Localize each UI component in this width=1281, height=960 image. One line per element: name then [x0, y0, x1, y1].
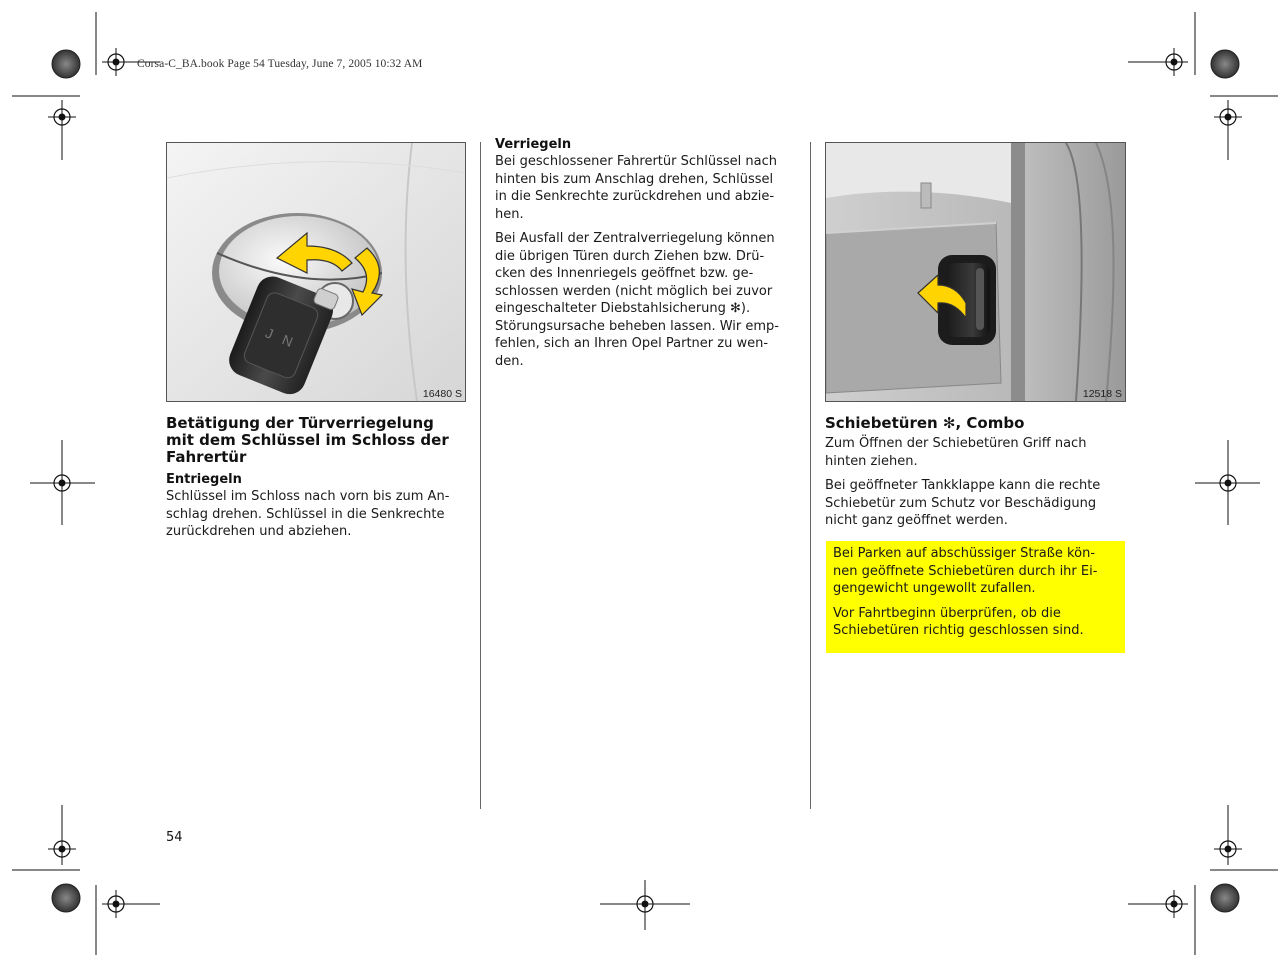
lock-text [495, 153, 800, 223]
unlock-text [166, 488, 476, 541]
text-line: in die Senkrechte zurückdrehen und abzie- [495, 189, 775, 204]
column-divider [480, 142, 481, 809]
heading-line: Betätigung der Türverriegelung [166, 414, 434, 432]
text-line: schlag drehen. Schlüssel in die Senkrechte [166, 506, 445, 522]
text-line: hinten ziehen. [825, 453, 918, 469]
text-line: zurückdrehen und abziehen. [166, 524, 352, 539]
text-line: die übrigen Türen durch Ziehen bzw. Drü- [495, 248, 765, 264]
text-line: nen geöffnete Schiebetüren durch ihr Ei- [833, 563, 1098, 579]
text-line: nicht ganz geöffnet werden. [825, 513, 1008, 528]
page-number: 54 [166, 830, 183, 845]
subheading-unlock: Entriegeln [166, 472, 242, 487]
text-line: eingeschalteter Diebstahlsicherung ✻). [495, 301, 751, 316]
text-line: hen. [495, 206, 524, 222]
middle-column [495, 137, 800, 370]
door-lock-key-illustration [166, 142, 466, 402]
figure-code: 16480 S [422, 388, 462, 400]
heading-line: mit dem Schlüssel im Schloss der [166, 431, 449, 449]
text-line: Störungsursache beheben lassen. Wir emp- [495, 318, 779, 334]
sliding-door-handle-illustration [825, 142, 1126, 402]
text-line: hinten bis zum Anschlag drehen, Schlüssel [495, 171, 774, 187]
text-line: fehlen, sich an Ihren Opel Partner zu wen- [495, 336, 769, 351]
text-line: Schlüssel im Schloss nach vorn bis zum An- [166, 489, 450, 504]
text-line: gengewicht ungewollt zufallen. [833, 581, 1036, 596]
column-divider [810, 142, 811, 809]
text-line: schlossen werden (nicht möglich bei zuvor [495, 283, 773, 299]
warning-box [826, 541, 1125, 653]
text-line: Bei Parken auf abschüssiger Straße kön- [833, 546, 1096, 561]
figure-code: 12518 S [1082, 388, 1122, 400]
svg-text:J: J [263, 324, 276, 343]
svg-text:N: N [279, 331, 296, 350]
left-column [166, 415, 476, 541]
heading-line: Fahrertür [166, 448, 247, 466]
sliding-door-open-text [825, 435, 1125, 470]
text-line: den. [495, 353, 524, 369]
section-heading-door-lock [166, 415, 476, 466]
text-line: Vor Fahrtbeginn überprüfen, ob die [833, 605, 1061, 621]
text-line: Zum Öffnen der Schiebetüren Griff nach [825, 436, 1087, 451]
text-line: cken des Innenriegels geöffnet bzw. ge- [495, 266, 754, 281]
section-heading-sliding-doors: Schiebetüren ✻, Combo [825, 414, 1025, 432]
text-line: Schiebetür zum Schutz vor Beschädigung [825, 495, 1097, 511]
fuel-flap-text [825, 477, 1125, 530]
right-column [825, 415, 1125, 530]
warning-paragraph [833, 545, 1118, 598]
text-line: Bei geschlossener Fahrertür Schlüssel nach [495, 154, 777, 169]
subheading-lock: Verriegeln [495, 137, 572, 152]
text-line: Schiebetüren richtig geschlossen sind. [833, 623, 1084, 638]
central-locking-failure-text [495, 230, 800, 370]
text-line: Bei Ausfall der Zentralverriegelung können [495, 231, 775, 246]
text-line: Bei geöffneter Tankklappe kann die rechte [825, 478, 1101, 493]
warning-paragraph [833, 605, 1118, 640]
print-slug: Corsa-C_BA.book Page 54 Tuesday, June 7, 2005 10:32 AM [137, 58, 423, 70]
